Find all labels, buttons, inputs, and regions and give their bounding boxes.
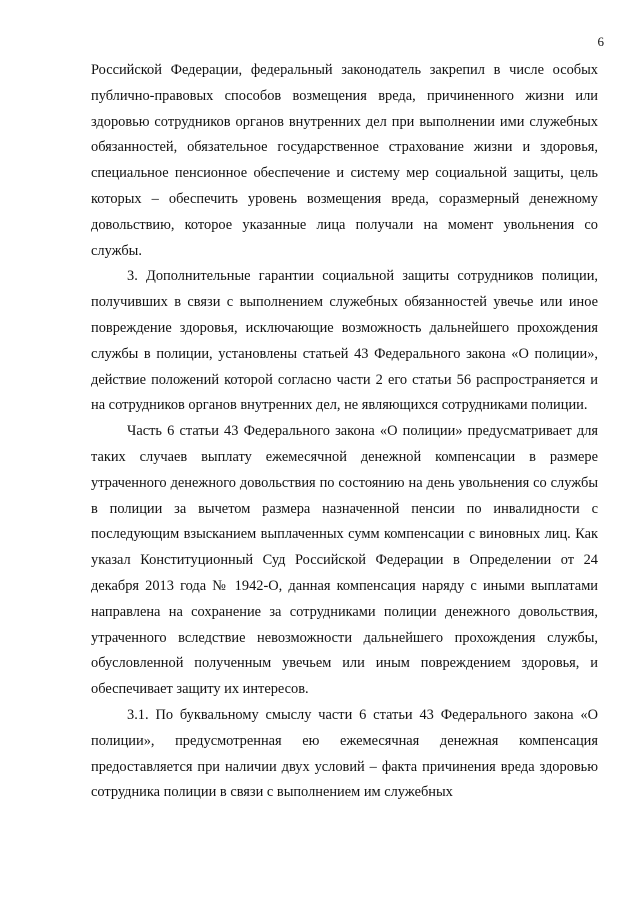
page-number: 6 <box>597 34 604 49</box>
paragraph-continuation: Российской Федерации, федеральный законодатель закрепил в числе особых публично-правовых способов возмещения вреда, причиненного жизни или здоровью сотрудников органов внутренних дел при выполнении ими служебных обязанностей, обязательное государственное страхование жизни и здоровья, специальное пенсионное обеспечение и систему мер социальной защиты, цель которых – обеспечить уровень возмещения вреда, соразмерный денежному довольствию, которое указанные лица получали на момент увольнения со службы. <box>91 62 598 259</box>
paragraph-3-1: 3.1. По буквальному смыслу части 6 статьи 43 Федерального закона «О полиции», предусмотренная ею ежемесячная денежная компенсация предоставляется при наличии двух условий – факта причинения вреда здоровью сотрудника полиции в связи с выполнением им служебных <box>91 706 598 801</box>
paragraph-part-6-article-43: Часть 6 статьи 43 Федерального закона «О полиции» предусматривает для таких случаев выплату ежемесячной денежной компенсации в размере утраченного денежного довольствия по состоянию на день увольнения со службы в полиции за вычетом размера назначенной пенсии по инвалидности с последующим взысканием выплаченных сумм компенсации с виновных лиц. Как указал Конституционный Суд Российской Федерации в Определении от 24 декабря 2013 года № 1942-О, данная компенсация наряду с иными выплатами направлена на сохранение за сотрудниками полиции денежного довольствия, утраченного вследствие невозможности дальнейшего прохождения службы, обусловленной полученным увечьем или иным повреждением здоровья, и обеспечивает защиту их интересов. <box>91 423 598 698</box>
paragraph-3: 3. Дополнительные гарантии социальной защиты сотрудников полиции, получивших в связи с выполнением служебных обязанностей увечье или иное повреждение здоровья, исключающие возможность дальнейшего прохождения службы в полиции, установлены статьей 43 Федерального закона «О полиции», действие положений которой согласно части 2 его статьи 56 распространяется и на сотрудников органов внутренних дел, не являющихся сотрудниками полиции. <box>91 268 598 414</box>
document-body <box>91 58 598 806</box>
